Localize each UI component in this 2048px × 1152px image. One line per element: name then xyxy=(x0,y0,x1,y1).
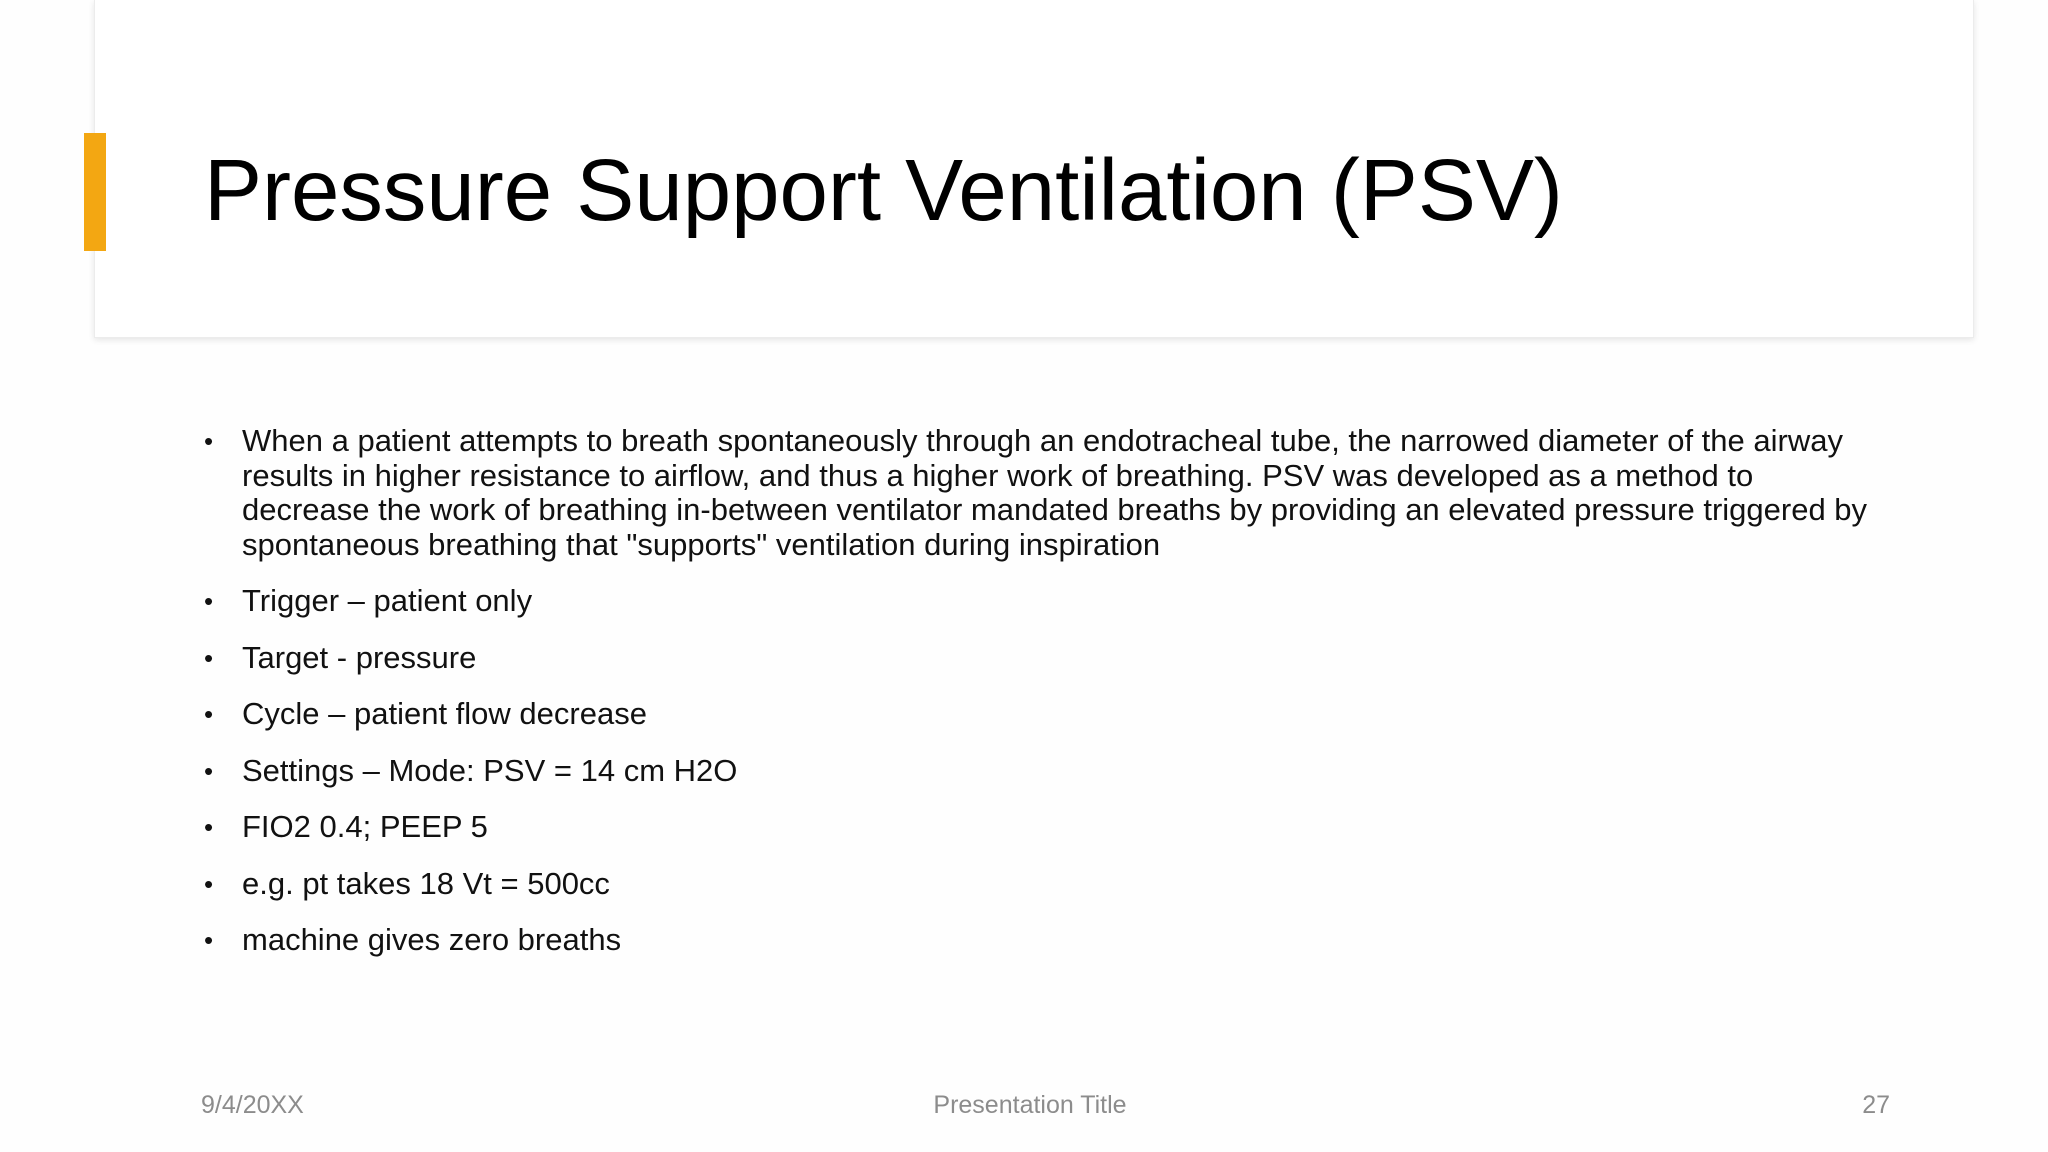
footer-page-number: 27 xyxy=(1862,1091,1890,1119)
bullet-text: Trigger – patient only xyxy=(242,583,533,618)
bullet-item-target[interactable] xyxy=(204,641,1884,676)
footer-presentation-title: Presentation Title xyxy=(933,1091,1127,1119)
bullet-dot-icon: • xyxy=(204,755,214,786)
bullet-item-fio2-peep[interactable] xyxy=(204,810,1884,845)
bullet-dot-icon: • xyxy=(204,642,214,673)
bullet-text: Cycle – patient flow decrease xyxy=(242,696,647,731)
bullet-dot-icon: • xyxy=(204,699,214,729)
bullet-item-trigger[interactable] xyxy=(204,584,1884,619)
bullet-item-description[interactable] xyxy=(204,424,1884,562)
bullet-text: e.g. pt takes 18 Vt = 500cc xyxy=(242,865,610,901)
bullet-item-settings[interactable] xyxy=(204,754,1884,789)
bullet-item-cycle[interactable] xyxy=(204,697,1884,732)
bullet-dot-icon: • xyxy=(204,925,214,955)
bullet-dot-icon: • xyxy=(204,426,214,456)
slide-title[interactable]: Pressure Support Ventilation (PSV) xyxy=(204,142,1563,239)
bullet-dot-icon: • xyxy=(204,586,214,616)
bullet-text: machine gives zero breaths xyxy=(242,922,622,957)
bullet-item-example[interactable] xyxy=(204,867,1884,902)
bullet-text: Settings – Mode: PSV = 14 cm H2O xyxy=(242,752,738,788)
bullet-text: When a patient attempts to breath spontaneously through an endotracheal tube, the narrowed diameter of the airway results in higher resistance to airflow, and thus a higher work of breathing. PSV was developed as a method to decrease the work of breathing in-between ventilator mandated breaths by providing an elevated pressure triggered by spontaneous breathing that "supports" ventilation during inspiration xyxy=(242,423,1868,562)
bullet-text: Target - pressure xyxy=(242,639,477,675)
bullet-item-machine-breaths[interactable] xyxy=(204,923,1884,958)
bullet-list[interactable] xyxy=(204,424,1884,980)
footer-date: 9/4/20XX xyxy=(201,1091,304,1119)
bullet-dot-icon: • xyxy=(204,868,214,899)
bullet-dot-icon: • xyxy=(204,812,214,842)
bullet-text: FIO2 0.4; PEEP 5 xyxy=(242,809,488,844)
title-accent-bar xyxy=(84,133,106,251)
